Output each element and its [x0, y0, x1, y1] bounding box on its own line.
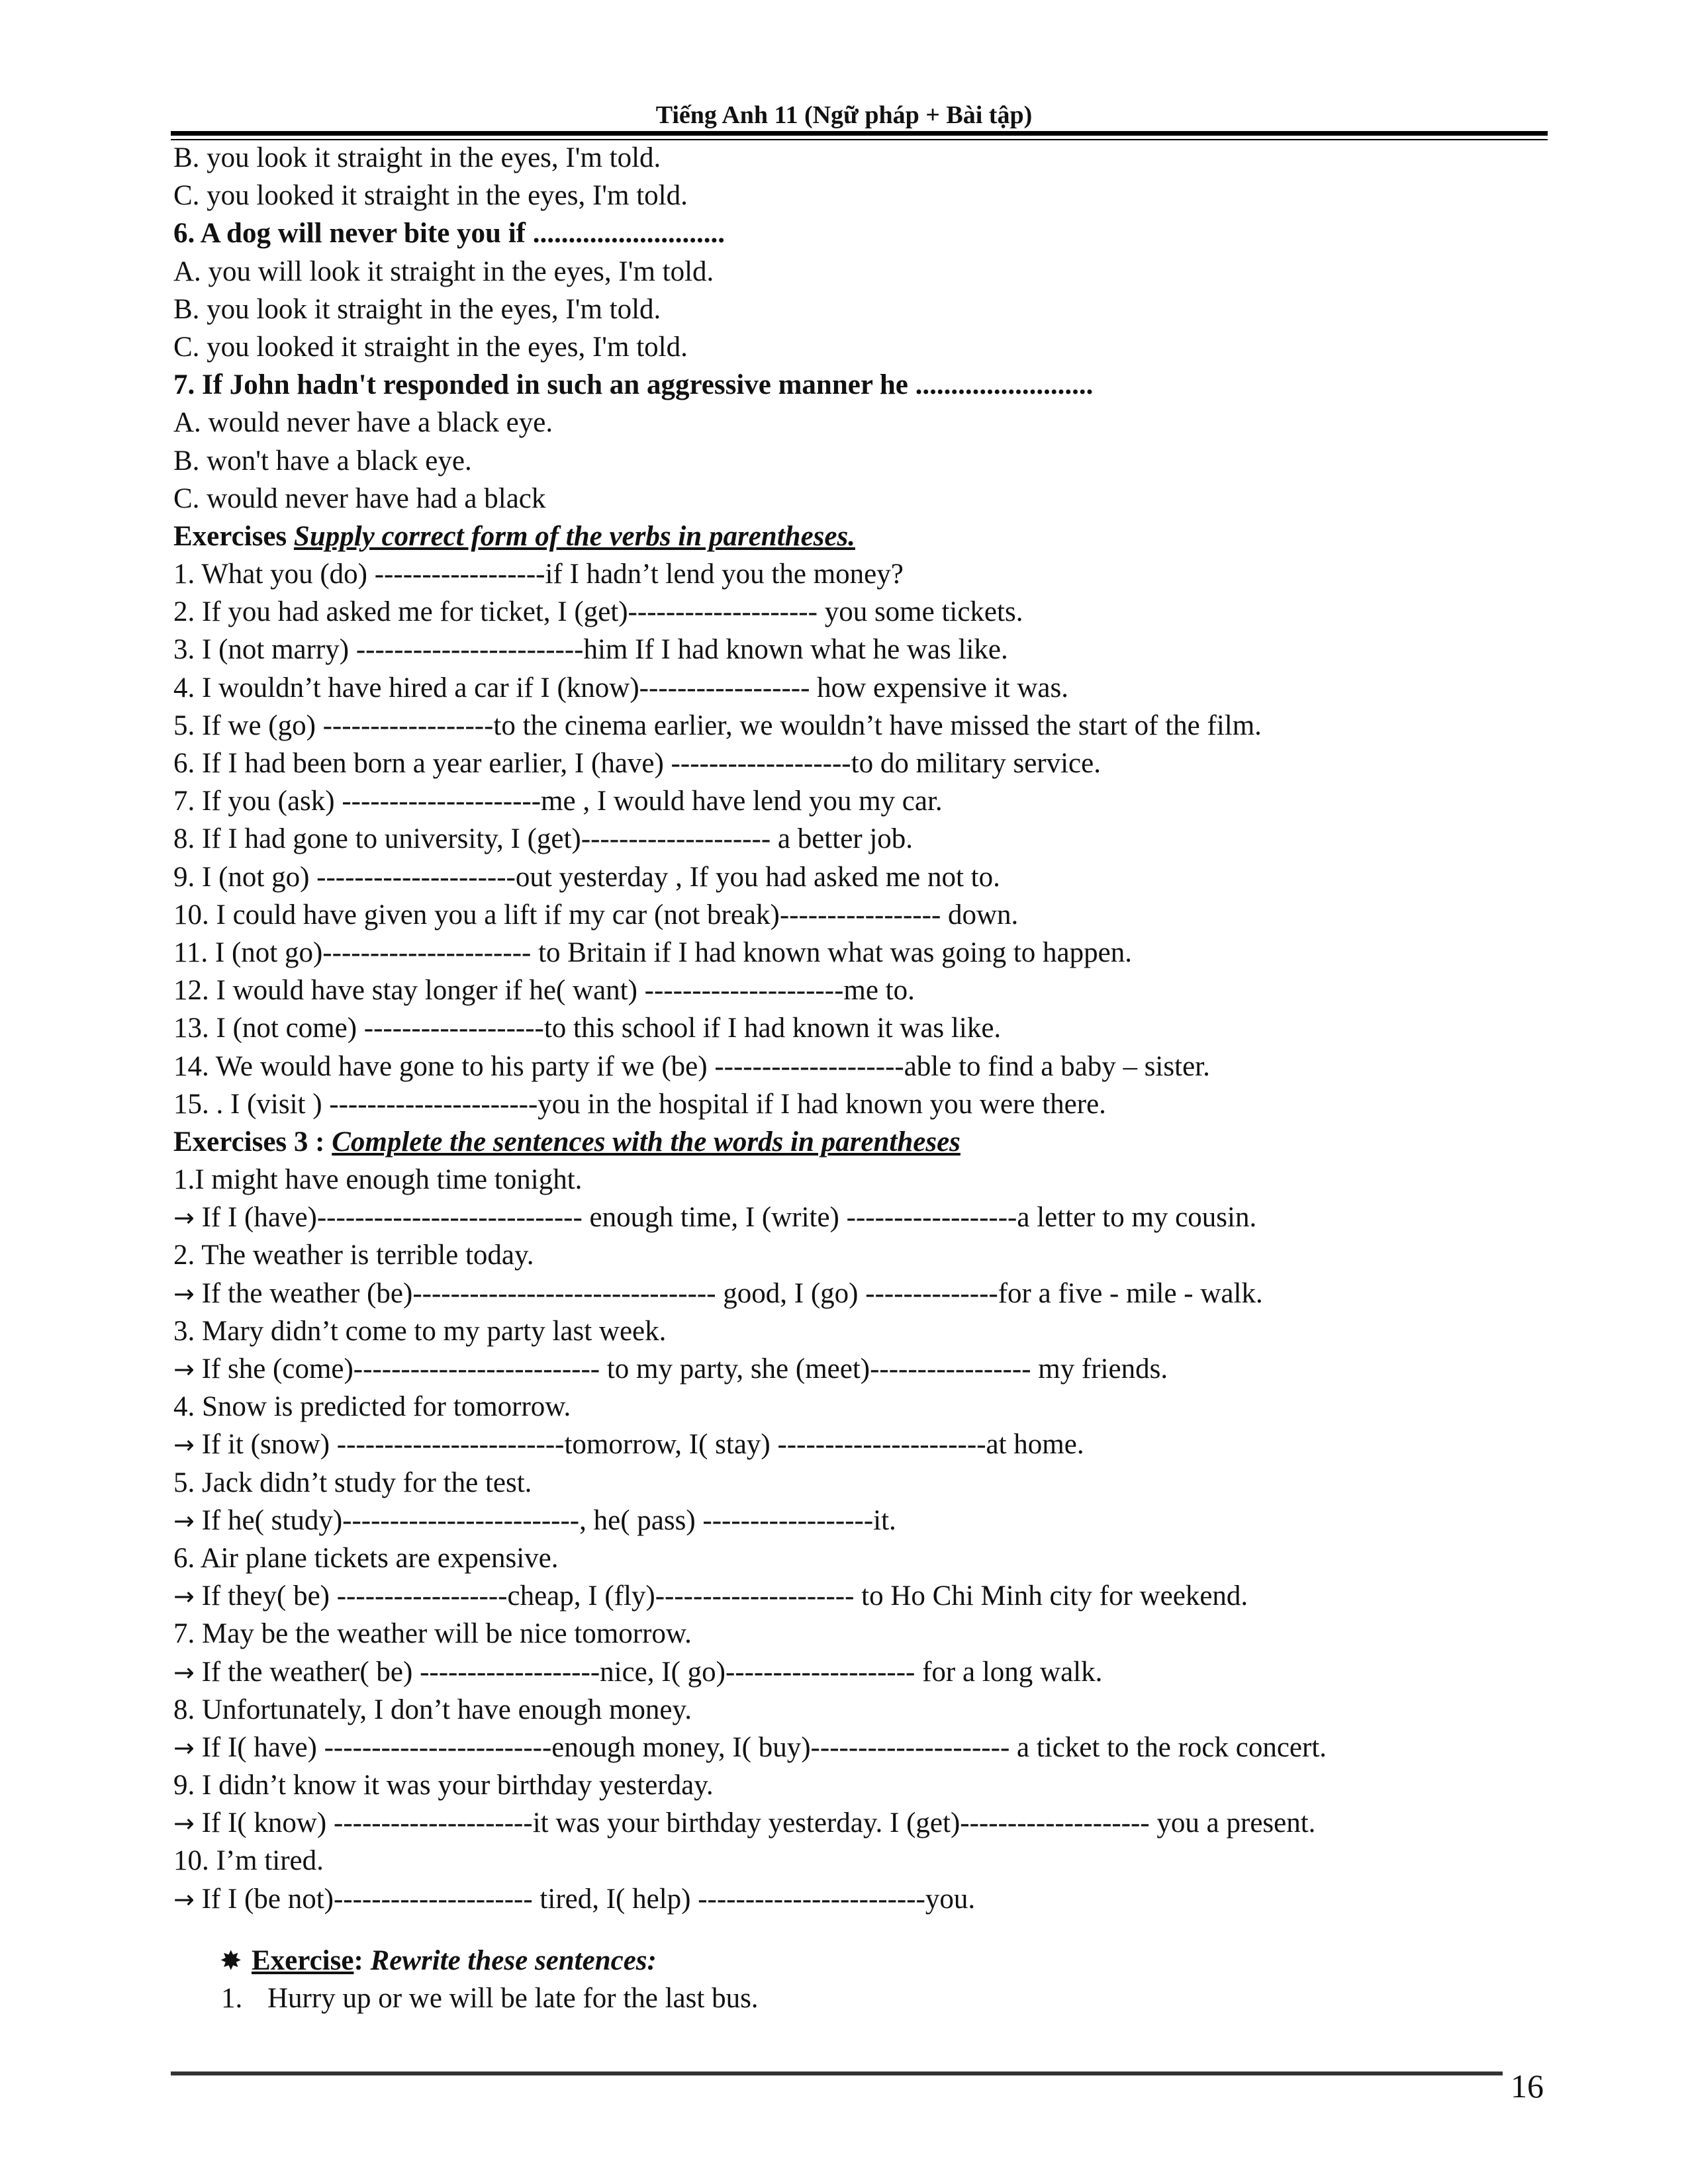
- exercise-label: Exercises: [173, 520, 294, 552]
- exercise-item: 5. If we (go) ------------------to the cinema earlier, we wouldn’t have missed the start of the film.: [173, 709, 1262, 741]
- arrow-icon: →: [173, 1506, 195, 1535]
- exercise-answer-line: [173, 1350, 1550, 1388]
- exercise-prompt: 1.I might have enough time tonight.: [173, 1164, 583, 1196]
- answer-text: If the weather (be)-------------------------------- good, I (go) --------------for a five - mile - walk.: [194, 1277, 1263, 1309]
- exercise-answer-line: [173, 1729, 1550, 1766]
- exercise-prompt: 3. Mary didn’t come to my party last week.: [173, 1315, 667, 1347]
- exercise-answer-line: [173, 1653, 1550, 1691]
- star-bullet-icon: ✸: [220, 1945, 242, 1976]
- answer-text: If I( have) ------------------------enough money, I( buy)--------------------- a ticket to the rock concert.: [194, 1731, 1327, 1763]
- exercise-answer-line: [173, 1880, 1550, 1918]
- answer-text: If the weather( be) -------------------nice, I( go)-------------------- for a long walk.: [194, 1656, 1103, 1688]
- rewrite-item: [173, 1979, 1550, 2017]
- arrow-icon: →: [173, 1733, 195, 1762]
- question-6-stem: [173, 214, 1550, 252]
- exercise-prompt: 4. Snow is predicted for tomorrow.: [173, 1391, 571, 1423]
- exercise-item: 9. I (not go) ---------------------out yesterday , If you had asked me not to.: [173, 861, 1000, 893]
- exercise-answer-line: [173, 1275, 1550, 1312]
- exercise-item: 2. If you had asked me for ticket, I (get)-------------------- you some tickets.: [173, 596, 1023, 628]
- exercise-answer-line: [173, 1199, 1550, 1236]
- exercise-item: 13. I (not come) -------------------to this school if I had known it was like.: [173, 1013, 1002, 1044]
- exercise-prompt: 8. Unfortunately, I don’t have enough money.: [173, 1694, 692, 1725]
- exercise-item: 8. If I had gone to university, I (get)-------------------- a better job.: [173, 823, 914, 855]
- exercise-label: Exercises 3 :: [173, 1126, 332, 1158]
- exercise-item: 3. I (not marry) ------------------------him If I had known what he was like.: [173, 634, 1008, 666]
- exercise-instruction: Rewrite these sentences:: [370, 1944, 657, 1976]
- option-c: C. you looked it straight in the eyes, I'm told.: [173, 331, 688, 363]
- answer-text: If he( study)-------------------------, he( pass) ------------------it.: [194, 1504, 896, 1536]
- question-number: 7: [173, 369, 188, 401]
- exercise-prompt: 9. I didn’t know it was your birthday yesterday.: [173, 1770, 714, 1801]
- arrow-icon: →: [173, 1884, 195, 1914]
- answer-text: If I (be not)--------------------- tired, I( help) ------------------------you.: [194, 1883, 976, 1915]
- arrow-icon: →: [173, 1279, 195, 1308]
- question-text: . A dog will never bite you if ...........................: [187, 218, 725, 250]
- section-spacer: [173, 1918, 1550, 1942]
- exercise-item: 6. If I had been born a year earlier, I (have) -------------------to do military service.: [173, 748, 1101, 779]
- exercise-prompt: 7. May be the weather will be nice tomorrow.: [173, 1618, 692, 1650]
- option-c: C. you looked it straight in the eyes, I'm told.: [173, 180, 688, 212]
- arrow-icon: →: [173, 1203, 195, 1233]
- answer-text: If I (have)---------------------------- enough time, I (write) ------------------a letter to my cousin.: [194, 1202, 1257, 1234]
- exercise-item: 14. We would have gone to his party if we (be) --------------------able to find a baby – sister.: [173, 1050, 1210, 1082]
- answer-text: If she (come)-------------------------- to my party, she (meet)----------------- my friends.: [194, 1353, 1168, 1385]
- question-text: . If John hadn't responded in such an aggressive manner he .........................: [187, 369, 1094, 401]
- exercise-prompt: 5. Jack didn’t study for the test.: [173, 1467, 532, 1498]
- exercise-3-heading: [173, 1123, 1550, 1161]
- question-7-stem: [173, 366, 1550, 404]
- option-b: B. won't have a black eye.: [173, 445, 472, 477]
- option-a: A. you will look it straight in the eyes, I'm told.: [173, 255, 714, 287]
- exercise-item: 10. I could have given you a lift if my car (not break)----------------- down.: [173, 899, 1019, 931]
- option-b: B. you look it straight in the eyes, I'm told.: [173, 293, 661, 325]
- answer-text: If they( be) ------------------cheap, I (fly)--------------------- to Ho Chi Minh city for weekend.: [194, 1580, 1248, 1612]
- exercise-item: 12. I would have stay longer if he( want) ---------------------me to.: [173, 975, 915, 1007]
- footer-rule: [171, 2071, 1503, 2075]
- exercise-answer-line: [173, 1577, 1550, 1615]
- arrow-icon: →: [173, 1355, 195, 1384]
- header-rule: [171, 131, 1548, 136]
- arrow-icon: →: [173, 1809, 195, 1839]
- exercise-instruction: Complete the sentences with the words in parentheses: [332, 1126, 961, 1158]
- exercise-answer-line: [173, 1804, 1550, 1842]
- option-b: B. you look it straight in the eyes, I'm told.: [173, 142, 661, 173]
- exercise-supply-heading: [173, 518, 1550, 555]
- exercise-label: Exercise: [252, 1944, 354, 1976]
- question-number: 6: [173, 218, 188, 250]
- arrow-icon: →: [173, 1657, 195, 1687]
- exercise-item: 7. If you (ask) ---------------------me , I would have lend you my car.: [173, 786, 943, 817]
- option-a: A. would never have a black eye.: [173, 407, 553, 439]
- exercise-prompt: 2. The weather is terrible today.: [173, 1240, 534, 1271]
- document-body: [173, 139, 1550, 2017]
- exercise-answer-line: [173, 1426, 1550, 1463]
- page-number: 16: [1511, 2068, 1544, 2105]
- exercise-item: 11. I (not go)---------------------- to Britain if I had known what was going to happen.: [173, 936, 1132, 968]
- exercise-item: 4. I wouldn’t have hired a car if I (know)------------------ how expensive it was.: [173, 672, 1068, 704]
- answer-text: If it (snow) ------------------------tomorrow, I( stay) ----------------------at home.: [194, 1429, 1084, 1461]
- exercise-item: 15. . I (visit ) ----------------------you in the hospital if I had known you were there.: [173, 1088, 1106, 1120]
- arrow-icon: →: [173, 1582, 195, 1612]
- item-text: Hurry up or we will be late for the last bus.: [267, 1983, 759, 2014]
- exercise-instruction: Supply correct form of the verbs in parentheses.: [293, 520, 855, 552]
- arrow-icon: →: [173, 1430, 195, 1460]
- option-c: C. would never have had a black: [173, 482, 546, 514]
- exercise-prompt: 10. I’m tired.: [173, 1845, 324, 1877]
- exercise-answer-line: [173, 1502, 1550, 1539]
- answer-text: If I( know) ---------------------it was your birthday yesterday. I (get)-------------------- you a present.: [194, 1807, 1316, 1839]
- exercise-prompt: 6. Air plane tickets are expensive.: [173, 1542, 559, 1574]
- exercise-item: 1. What you (do) ------------------if I hadn’t lend you the money?: [173, 559, 904, 590]
- exercise-colon: :: [353, 1944, 371, 1976]
- item-number: 1.: [221, 1983, 243, 2014]
- page-header: Tiếng Anh 11 (Ngữ pháp + Bài tập): [655, 101, 1033, 129]
- exercise-rewrite-heading: [173, 1942, 1550, 1979]
